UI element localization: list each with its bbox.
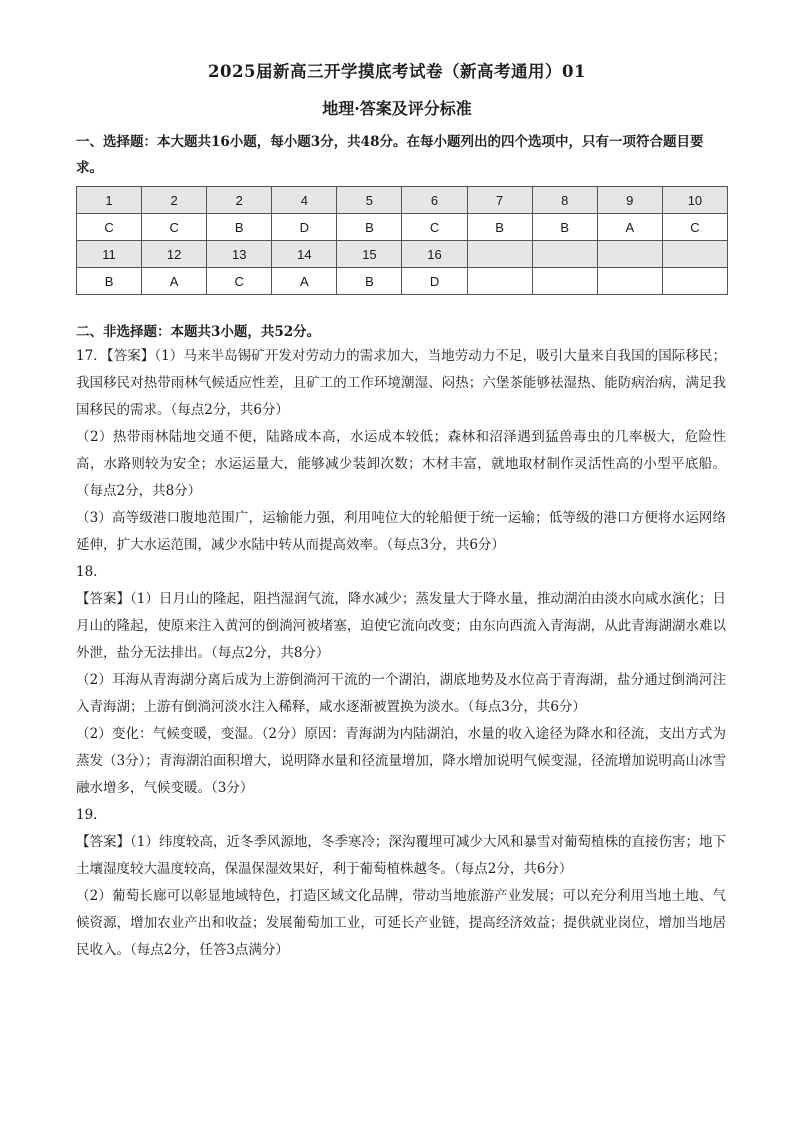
question-number-cell: 7 bbox=[467, 187, 532, 214]
empty-cell bbox=[662, 241, 727, 268]
question-number-cell: 11 bbox=[77, 241, 142, 268]
question-number-cell: 9 bbox=[597, 187, 662, 214]
question-number-cell: 1 bbox=[77, 187, 142, 214]
question-number-cell: 15 bbox=[337, 241, 402, 268]
answer-cell: C bbox=[662, 214, 727, 241]
table-row-answers-1 bbox=[77, 214, 728, 241]
answers-body bbox=[76, 343, 726, 964]
q17-part3: （3）高等级港口腹地范围广，运输能力强，利用吨位大的轮船便于统一运输；低等级的港口方便将水运网络延伸，扩大水运范围，减少水陆中转从而提高效率。（每点3分，共6分） bbox=[76, 510, 726, 553]
answer-cell: A bbox=[142, 268, 207, 295]
answer-cell: B bbox=[467, 214, 532, 241]
q17-part1: 17．【答案】（1）马来半岛锡矿开发对劳动力的需求加大，当地劳动力不足，吸引大量来自我国的国际移民；我国移民对热带雨林气候适应性差，且矿工的工作环境潮湿、闷热；六堡茶能够祛湿热、能防病治病，满足我国移民的需求。（每点2分，共6分） bbox=[76, 348, 726, 418]
answer-cell: D bbox=[402, 268, 467, 295]
question-number-cell: 10 bbox=[662, 187, 727, 214]
answer-cell: B bbox=[532, 214, 597, 241]
answer-cell: B bbox=[77, 268, 142, 295]
question-number-cell: 2 bbox=[207, 187, 272, 214]
answer-cell: C bbox=[207, 268, 272, 295]
q18-part2: （2）耳海从青海湖分离后成为上游倒淌河干流的一个湖泊，湖底地势及水位高于青海湖，盐分通过倒淌河注入青海湖；上游有倒淌河淡水注入稀释，咸水逐渐被置换为淡水。（每点3分，共6分） bbox=[76, 672, 726, 715]
answer-table bbox=[76, 186, 728, 295]
empty-cell bbox=[662, 268, 727, 295]
table-row-numbers-2 bbox=[77, 241, 728, 268]
answer-cell: C bbox=[402, 214, 467, 241]
q18-part1: 【答案】（1）日月山的隆起，阻挡湿润气流，降水减少；蒸发量大于降水量，推动湖泊由淡水向咸水演化；日月山的隆起，使原来注入黄河的倒淌河被堵塞，迫使它流向改变；由东向西流入青海湖，从此青海湖湖水难以外泄，盐分无法排出。（每点2分，共8分） bbox=[76, 591, 726, 661]
empty-cell bbox=[597, 241, 662, 268]
answer-cell: B bbox=[337, 268, 402, 295]
empty-cell bbox=[467, 268, 532, 295]
empty-cell bbox=[532, 268, 597, 295]
q19-part2: （2）葡萄长廊可以彰显地域特色，打造区域文化品牌，带动当地旅游产业发展；可以充分利用当地土地、气候资源，增加农业产出和收益；发展葡萄加工业，可延长产业链，提高经济效益；提供就业岗位，增加当地居民收入。（每点2分，任答3点满分） bbox=[76, 888, 726, 958]
question-number-cell: 13 bbox=[207, 241, 272, 268]
q18-part3: （2）变化：气候变暖，变湿。（2分）原因：青海湖为内陆湖泊，水量的收入途径为降水和径流，支出方式为蒸发（3分）；青海湖泊面积增大，说明降水量和径流量增加，降水增加说明气候变湿，径流增加说明高山冰雪融水增多，气候变暖。（3分） bbox=[76, 726, 726, 796]
q17-part2: （2）热带雨林陆地交通不便，陆路成本高，水运成本较低；森林和沼泽遇到猛兽毒虫的几率极大，危险性高，水路则较为安全；水运运量大，能够减少装卸次数；木材丰富，就地取材制作灵活性高的小型平底船。（每点2分，共8分） bbox=[76, 429, 726, 499]
table-row-numbers-1 bbox=[77, 187, 728, 214]
page-title: 2025届新高三开学摸底考试卷（新高考通用）01 bbox=[208, 62, 586, 81]
question-number-cell: 2 bbox=[142, 187, 207, 214]
question-number-cell: 6 bbox=[402, 187, 467, 214]
section2-heading: 二、非选择题：本题共3小题，共52分。 bbox=[76, 324, 321, 340]
question-number-cell: 16 bbox=[402, 241, 467, 268]
answer-cell: B bbox=[207, 214, 272, 241]
question-number-cell: 8 bbox=[532, 187, 597, 214]
empty-cell bbox=[467, 241, 532, 268]
answer-cell: C bbox=[142, 214, 207, 241]
q19-part1: 【答案】（1）纬度较高，近冬季风源地，冬季寒冷；深沟覆埋可减少大风和暴雪对葡萄植株的直接伤害；地下土壤湿度较大温度较高，保温保湿效果好，利于葡萄植株越冬。（每点2分，共6分） bbox=[76, 834, 726, 877]
q19-number: 19. bbox=[76, 807, 98, 823]
empty-cell bbox=[532, 241, 597, 268]
page-subtitle: 地理·答案及评分标准 bbox=[322, 99, 472, 118]
q18-number: 18. bbox=[76, 564, 98, 580]
table-row-answers-2 bbox=[77, 268, 728, 295]
answer-cell: C bbox=[77, 214, 142, 241]
empty-cell bbox=[597, 268, 662, 295]
answer-cell: A bbox=[272, 268, 337, 295]
question-number-cell: 12 bbox=[142, 241, 207, 268]
question-number-cell: 5 bbox=[337, 187, 402, 214]
question-number-cell: 14 bbox=[272, 241, 337, 268]
answer-cell: A bbox=[597, 214, 662, 241]
answer-cell: B bbox=[337, 214, 402, 241]
answer-cell: D bbox=[272, 214, 337, 241]
section1-heading: 一、选择题：本大题共16小题，每小题3分，共48分。在每小题列出的四个选项中，只有一项符合题目要求。 bbox=[76, 134, 704, 176]
question-number-cell: 4 bbox=[272, 187, 337, 214]
